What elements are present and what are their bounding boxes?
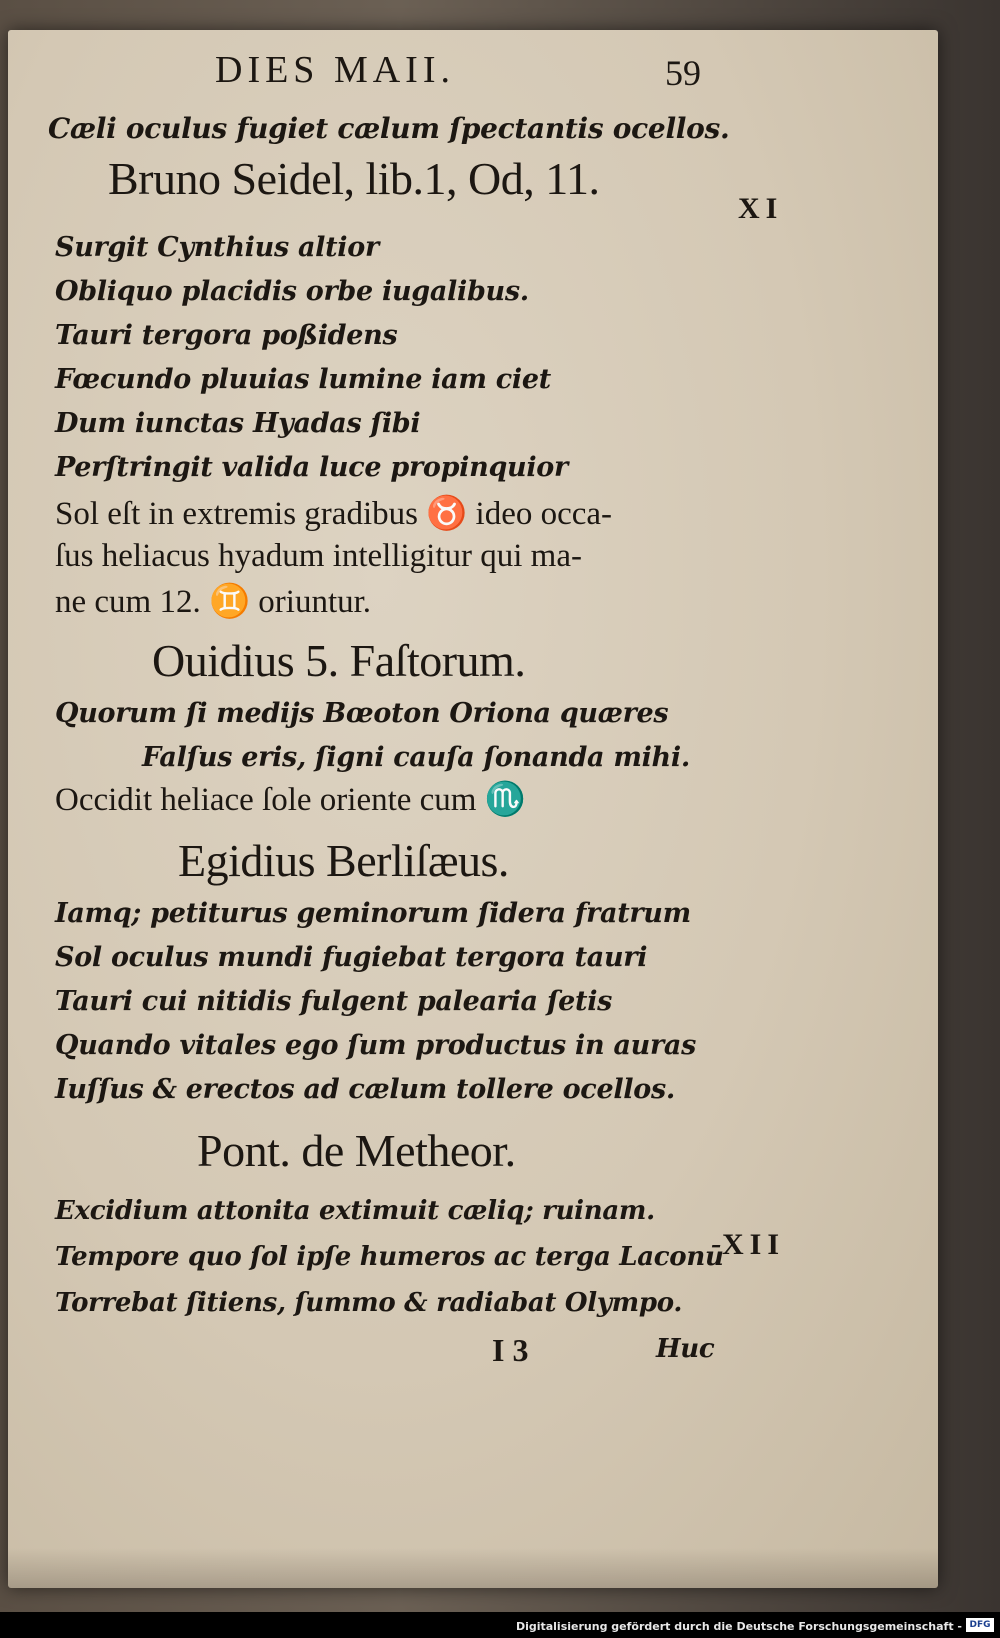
verse-line: Quando vitales ego ſum productus in auras <box>55 1030 696 1061</box>
dfg-logo-icon: DFG <box>966 1618 994 1632</box>
page-number: 59 <box>665 53 701 93</box>
verse-line: Perſtringit valida luce propinquior <box>55 452 568 483</box>
verse-line: Obliquo placidis orbe iugalibus. <box>55 276 529 307</box>
section-heading: Egidius Berliſæus. <box>178 835 509 886</box>
margin-note: XII <box>722 1228 786 1261</box>
verse-line: Cæli oculus fugiet cælum ſpectantis ocellos. <box>48 112 730 145</box>
prose-line: ne cum 12. ♊ oriuntur. <box>55 584 372 620</box>
verse-line: Excidium attonita extimuit cæliq; ruinam. <box>55 1196 655 1226</box>
verse-line: Iamq; petiturus geminorum ſidera fratrum <box>55 898 691 929</box>
verse-line: Tauri tergora poßidens <box>55 320 398 351</box>
prose-line: ſus heliacus hyadum intelligitur qui ma- <box>55 538 582 574</box>
prose-line: Sol eſt in extremis gradibus ♉ ideo occa- <box>55 496 613 532</box>
verse-line: Iuſſus & erectos ad cælum tollere ocellos. <box>55 1074 675 1105</box>
section-heading: Pont. de Metheor. <box>197 1125 516 1176</box>
section-heading: Ouidius 5. Faſtorum. <box>152 635 526 686</box>
verse-line: Falſus eris, ſigni cauſa ſonanda mihi. <box>142 742 690 773</box>
verse-line: Tempore quo ſol ipſe humeros ac terga Laconū <box>55 1242 724 1272</box>
catchword: Huc <box>656 1334 715 1364</box>
verse-line: Sol oculus mundi fugiebat tergora tauri <box>55 942 648 973</box>
signature-mark: I 3 <box>492 1332 529 1368</box>
verse-line: Tauri cui nitidis fulgent palearia ſetis <box>55 986 613 1017</box>
prose-line: Occidit heliace ſole oriente cum ♏ <box>55 782 526 818</box>
section-heading: Bruno Seidel, lib.1, Od, 11. <box>108 153 600 204</box>
running-header: DIES MAII. <box>215 49 455 91</box>
verse-line: Dum iunctas Hyadas ſibi <box>55 408 421 439</box>
verse-line: Torrebat ſitiens, ſummo & radiabat Olympo. <box>55 1288 683 1318</box>
verse-line: Fœcundo pluuias lumine iam ciet <box>55 364 551 395</box>
margin-note: XI <box>738 192 784 225</box>
verse-line: Quorum ſi medijs Bœoton Oriona quæres <box>55 698 669 729</box>
verse-line: Surgit Cynthius altior <box>55 232 379 263</box>
footer-credit: Digitalisierung gefördert durch die Deutsche Forschungsgemeinschaft - <box>515 1620 962 1633</box>
